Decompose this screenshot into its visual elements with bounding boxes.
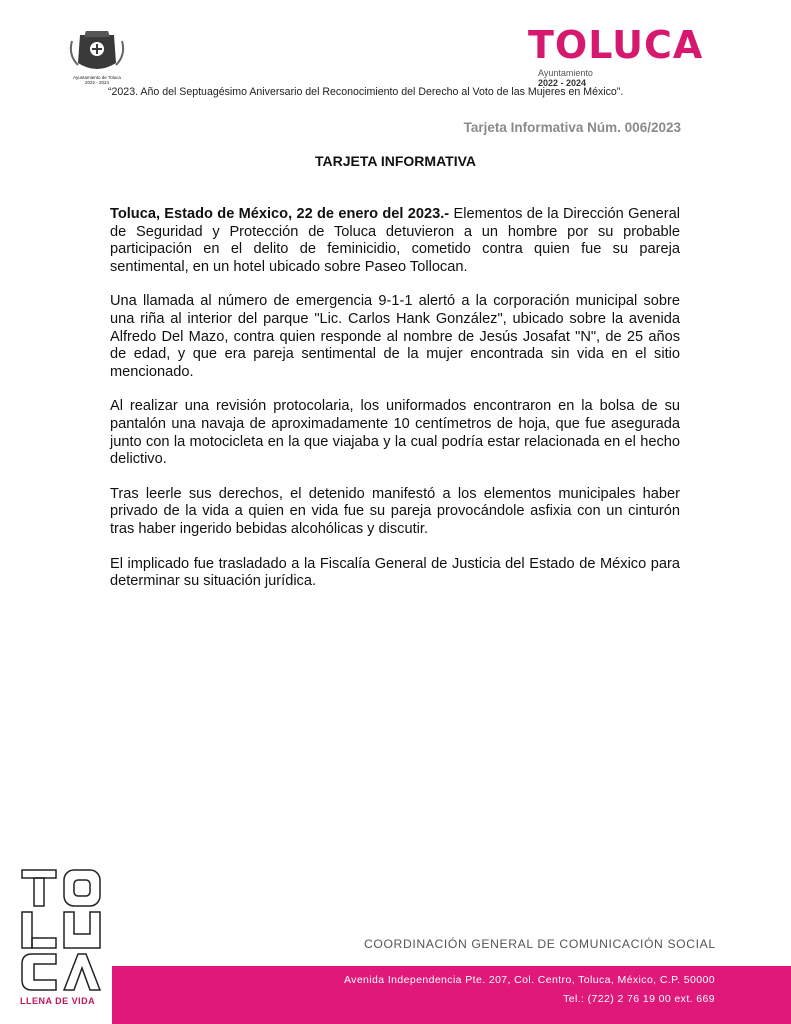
paragraph-5: El implicado fue trasladado a la Fiscalía General de Justicia del Estado de México para determinar su situación jurídica. bbox=[110, 555, 680, 590]
paragraph-1-text: Elementos de la Dirección General de Seguridad y Protección de Toluca detuvieron a un hombre por su probable participación en el delito de feminicidio, cometido contra quien fue su pareja sentimental, en un hotel ubicado sobre Paseo Tollocan. bbox=[110, 206, 681, 275]
paragraph-1 bbox=[110, 206, 680, 276]
paragraph-2: Una llamada al número de emergencia 9-1-1 alertó a la corporación municipal sobre una riña al interior del parque "Lic. Carlos Hank González", ubicado sobre la avenida Alfredo Del Mazo, contra quien responde al nombre de Jesús Josafat "N", de 25 años de edad, y que era pareja sentimental de la mujer encontrada sin vida en el sitio mencionado. bbox=[110, 293, 680, 380]
toluca-outline-icon bbox=[20, 868, 104, 994]
year-motto: “2023. Año del Septuagésimo Aniversario del Reconocimiento del Derecho al Voto de las Mujeres en México”. bbox=[108, 86, 624, 98]
brand-subtitle: Ayuntamiento bbox=[538, 68, 593, 78]
footer-address: Avenida Independencia Pte. 207, Col. Centro, Toluca, México, C.P. 50000 bbox=[343, 974, 715, 986]
municipal-seal bbox=[66, 27, 128, 91]
paragraph-3: Al realizar una revisión protocolaria, los uniformados encontraron en la bolsa de su pantalón una navaja de aproximadamente 10 centímetros de hoja, que fue asegurada junto con la motocicleta en la que viajaba y la cual podría estar relacionada en el hecho delictivo. bbox=[110, 398, 680, 468]
document-title: TARJETA INFORMATIVA bbox=[315, 153, 476, 169]
paragraph-4: Tras leerle sus derechos, el detenido manifestó a los elementos municipales haber privado de la vida a quien en vida fue su pareja provocándole asfixia con un cinturón tras haber ingerido bebidas alcohólicas y discutir. bbox=[110, 485, 680, 537]
reference-number: Tarjeta Informativa Núm. 006/2023 bbox=[463, 120, 681, 135]
footer-tagline: LLENA DE VIDA bbox=[20, 996, 96, 1006]
footer-phone: Tel.: (722) 2 76 19 00 ext. 669 bbox=[563, 993, 715, 1005]
coat-of-arms-icon bbox=[66, 27, 128, 75]
brand-years: 2022 - 2024 bbox=[538, 78, 587, 88]
document-body bbox=[110, 206, 680, 608]
coordination-title: COORDINACIÓN GENERAL DE COMUNICACIÓN SOCIAL bbox=[364, 937, 716, 951]
dateline: Toluca, Estado de México, 22 de enero del 2023.- bbox=[110, 206, 450, 222]
brand-name: TOLUCA bbox=[528, 23, 704, 67]
seal-caption: Ayuntamiento de Toluca bbox=[73, 75, 121, 80]
seal-caption-years: 2022 - 2024 bbox=[84, 80, 110, 85]
toluca-brand-logo bbox=[528, 23, 718, 90]
